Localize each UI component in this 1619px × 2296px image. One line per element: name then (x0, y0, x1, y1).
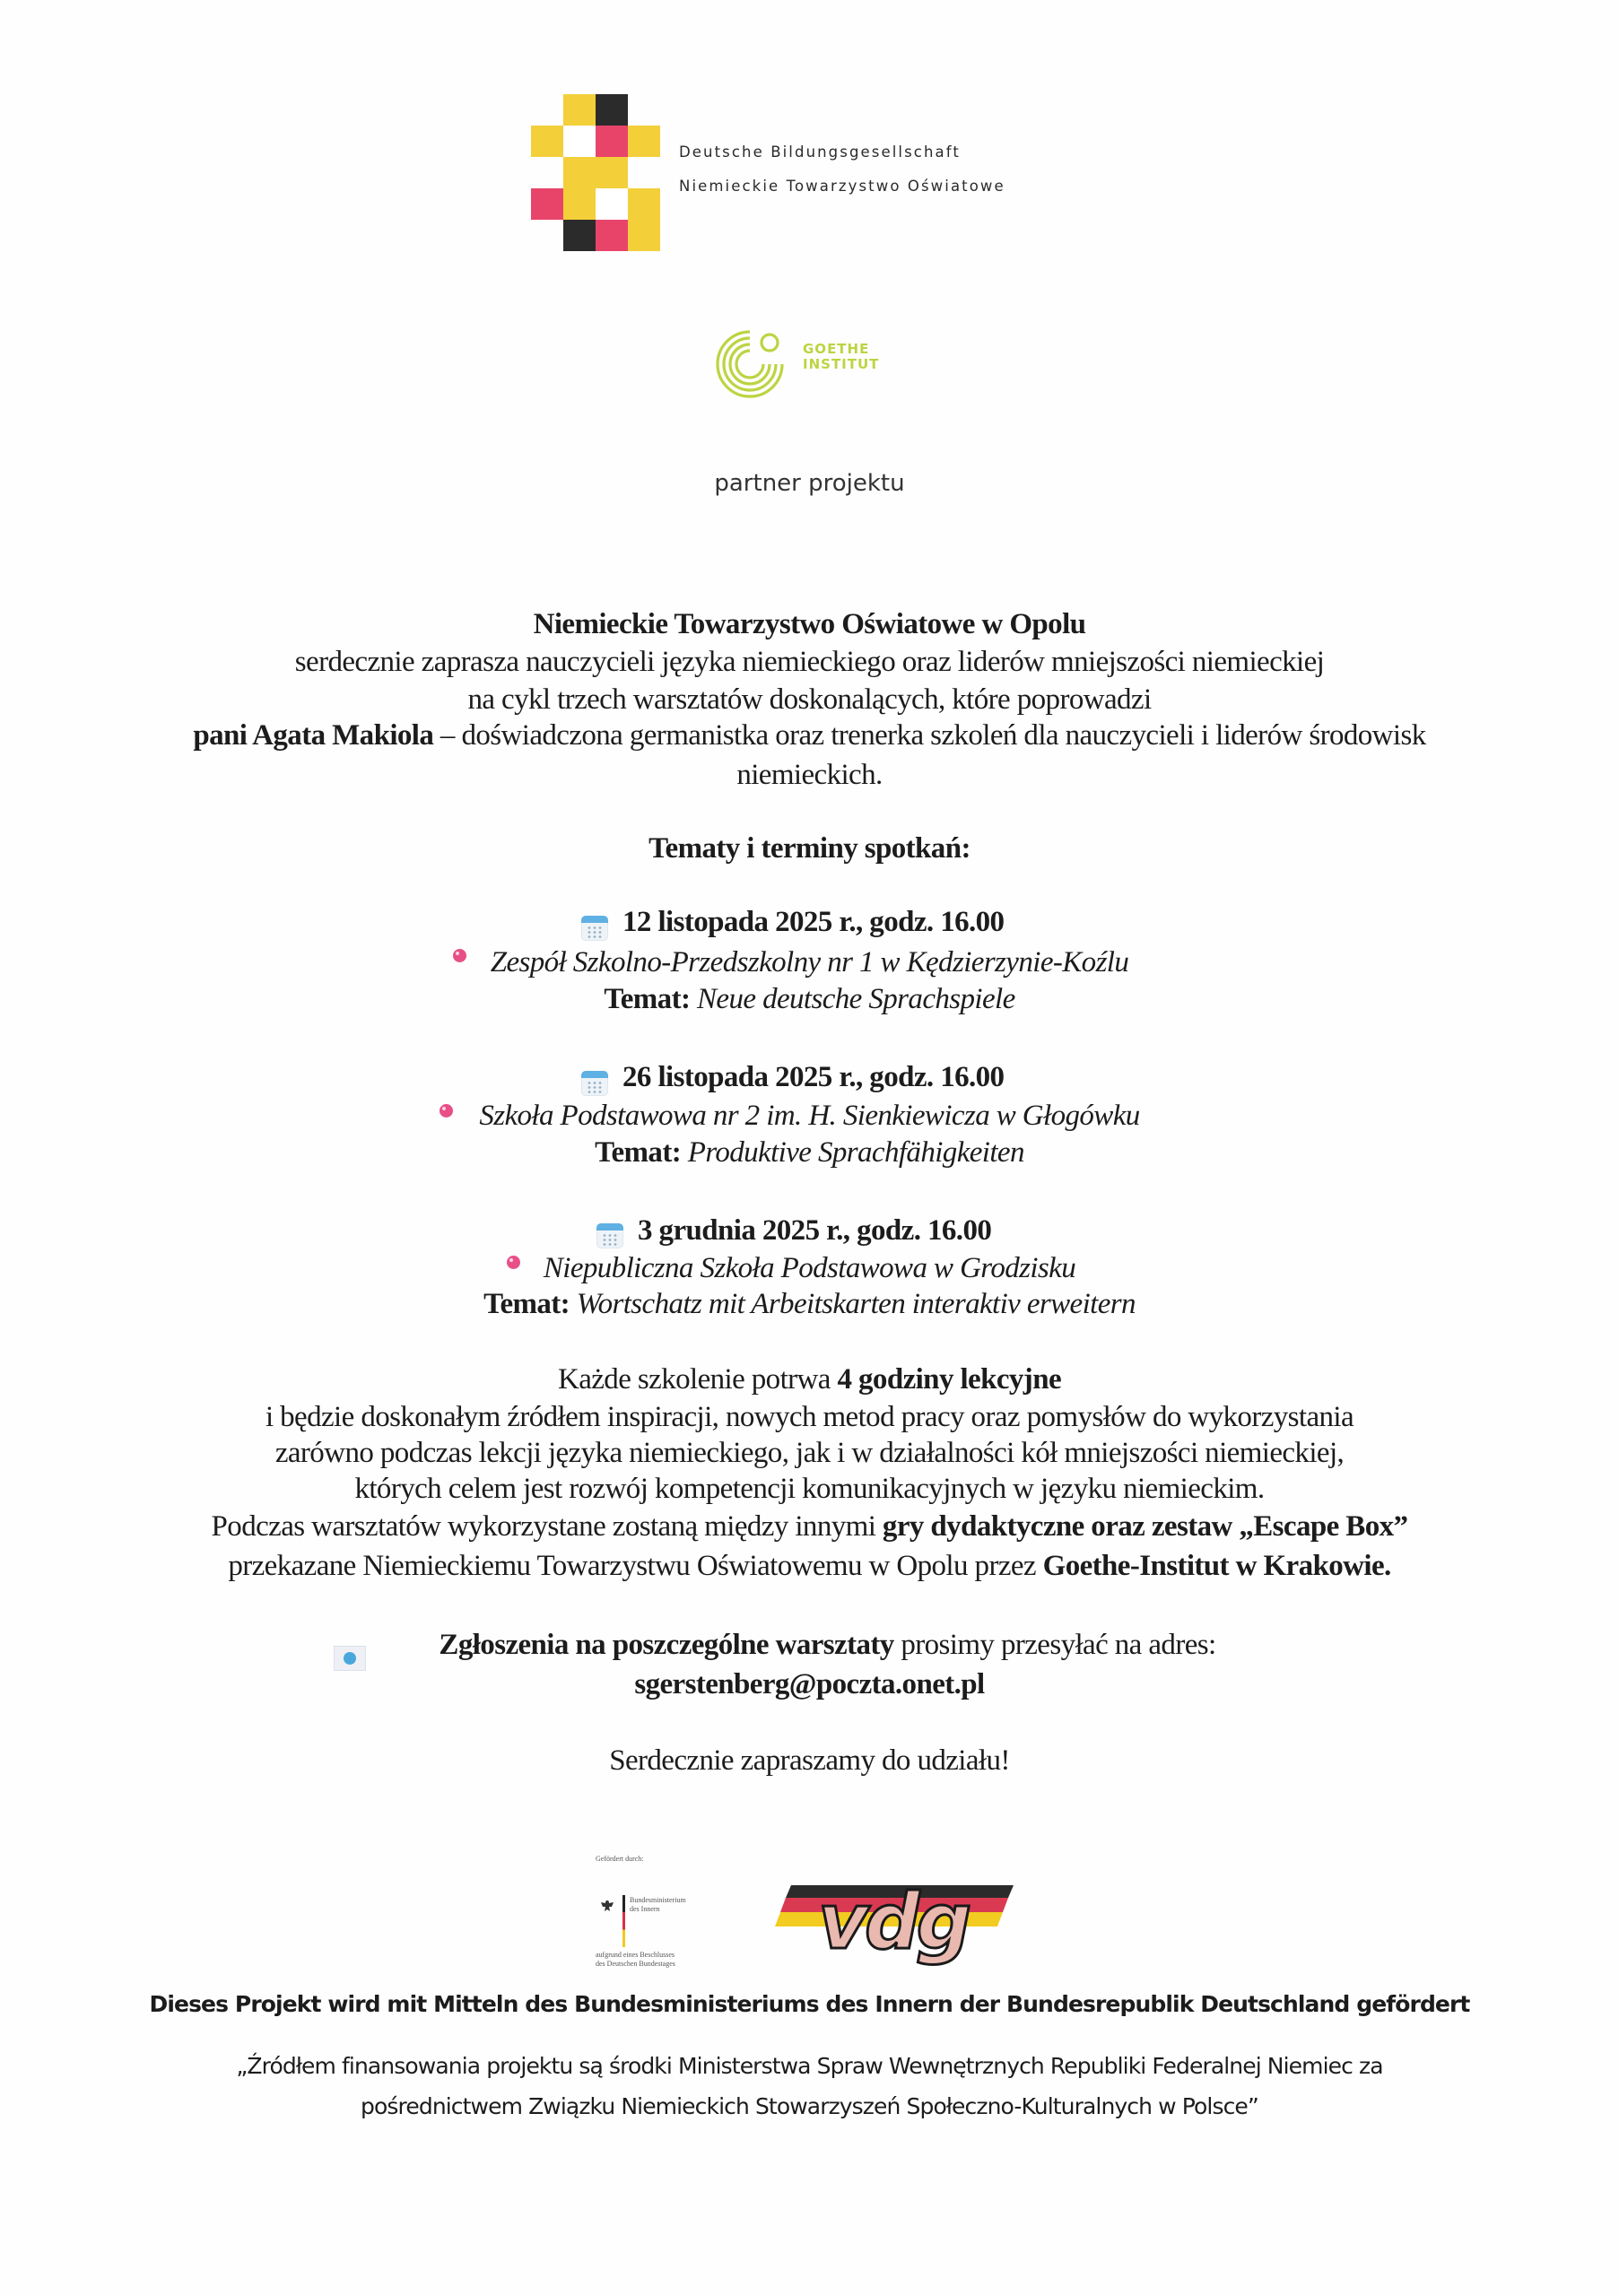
trainer-name: pani Agata Makiola (193, 719, 434, 752)
footer-polish-line2: pośrednictwem Związku Niemieckich Stowarzyszeń Społeczno-Kulturalnych w Polsce” (361, 2093, 1258, 2119)
bmi-ministry-line1: Bundesministerium (630, 1896, 686, 1904)
logo-square (563, 220, 596, 251)
logo-square (531, 188, 563, 220)
goethe-logo-line2: INSTITUT (803, 356, 880, 372)
schedule-heading: Tematy i terminy spotkań: (648, 832, 971, 865)
bmi-funded-by: Gefördert durch: (596, 1855, 644, 1863)
topic-value: Wortschatz mit Arbeitskarten interaktiv erweitern (576, 1288, 1136, 1320)
organization-title: Niemieckie Towarzystwo Oświatowe w Opolu (533, 608, 1086, 640)
topic-label: Temat: (604, 983, 691, 1015)
registration-line (0, 1631, 1619, 1660)
details-line (0, 1552, 1619, 1581)
logo-square (563, 157, 628, 188)
logo-square (596, 220, 628, 251)
topic-label: Temat: (483, 1288, 570, 1320)
details-line (0, 1512, 1619, 1542)
event-location: Zespół Szkolno-Przedszkolny nr 1 w Kędzierzynie-Koźlu (490, 946, 1129, 978)
logo-square (596, 94, 628, 126)
event-date: 12 listopada 2025 r., godz. 16.00 (622, 906, 1005, 938)
footer-polish-line1: „Źródłem finansowania projektu są środki Ministerstwa Spraw Wewnętrznych Republiki Federalnej Niemiec za (236, 2053, 1383, 2079)
intro-trainer-line (0, 721, 1619, 751)
logo-square (531, 126, 563, 157)
calendar-icon (581, 916, 608, 941)
details-line: których celem jest rozwój kompetencji komunikacyjnych w języku niemieckim. (354, 1473, 1265, 1505)
goethe-krakow: Goethe-Institut w Krakowie. (1042, 1550, 1391, 1582)
calendar-icon (581, 1071, 608, 1096)
details-text: Każde szkolenie potrwa (557, 1363, 838, 1396)
event-date: 3 grudnia 2025 r., godz. 16.00 (638, 1214, 992, 1247)
details-line: zarówno podczas lekcji języka niemieckiego, jak i w działalności kół mniejszości niemieckiej, (274, 1437, 1345, 1469)
logo-square (563, 126, 596, 157)
event-location: Niepubliczna Szkoła Podstawowa w Grodzisku (543, 1252, 1076, 1284)
calendar-icon (596, 1223, 623, 1248)
logo-square (628, 188, 660, 251)
intro-line: serdecznie zaprasza nauczycieli języka niemieckiego oraz liderów mniejszości niemieckiej (294, 646, 1325, 678)
vdg-logo-text: vdg (818, 1877, 969, 1966)
details-text: przekazane Niemieckiemu Towarzystwu Oświatowemu w Opolu przez (228, 1550, 1043, 1582)
intro-line: niemieckich. (736, 759, 883, 791)
partner-label: partner projektu (714, 470, 905, 497)
closing-text: Serdecznie zapraszamy do udziału! (609, 1744, 1010, 1777)
logo-square (628, 126, 660, 157)
details-line: i będzie doskonałym źródłem inspiracji, nowych metod pracy oraz pomysłów do wykorzystania (265, 1401, 1354, 1433)
event-topic (0, 985, 1619, 1014)
materials: gry dydaktyczne oraz zestaw „Escape Box” (882, 1510, 1408, 1543)
german-flag-bar (622, 1895, 625, 1947)
logo-square (596, 188, 628, 220)
event-topic (0, 1138, 1619, 1168)
goethe-logo-line1: GOETHE (803, 341, 870, 357)
logo-square (563, 94, 596, 126)
registration-text: prosimy przesyłać na adres: (893, 1629, 1216, 1661)
event-location: Szkoła Podstawowa nr 2 im. H. Sienkiewicza w Głogówku (479, 1100, 1140, 1132)
bmi-logo (592, 1855, 736, 1968)
goethe-logo-mark (709, 323, 798, 404)
event-date: 26 listopada 2025 r., godz. 16.00 (622, 1061, 1005, 1093)
dbg-logo-name-pl: Niemieckie Towarzystwo Oświatowe (679, 178, 1005, 195)
dbg-logo-mark (531, 94, 660, 251)
topic-label: Temat: (595, 1136, 682, 1169)
bmi-note-line2: des Deutschen Bundestages (596, 1960, 675, 1968)
eagle-icon (600, 1900, 614, 1912)
event-topic (0, 1290, 1619, 1319)
email-link[interactable]: sgerstenberg@poczta.onet.pl (634, 1668, 985, 1700)
bmi-ministry-line2: des Innern (630, 1905, 660, 1913)
footer-german: Dieses Projekt wird mit Mitteln des Bundesministeriums des Innern der Bundesrepublik Deutschland gefördert (149, 1991, 1470, 2017)
vdg-logo (771, 1876, 1023, 1966)
details-text: Podczas warsztatów wykorzystane zostaną między innymi (211, 1510, 883, 1543)
topic-value: Neue deutsche Sprachspiele (697, 983, 1015, 1015)
logo-square (596, 126, 628, 157)
intro-line: na cykl trzech warsztatów doskonalących, które poprowadzi (467, 683, 1152, 716)
topic-value: Produktive Sprachfähigkeiten (687, 1136, 1024, 1169)
details-line (0, 1365, 1619, 1395)
trainer-description: – doświadczona germanistka oraz trenerka szkoleń dla nauczycieli i liderów środowisk (433, 719, 1426, 752)
dbg-logo-name-de: Deutsche Bildungsgesellschaft (679, 144, 961, 161)
registration-bold: Zgłoszenia na poszczególne warsztaty (439, 1629, 894, 1661)
duration: 4 godziny lekcyjne (837, 1363, 1061, 1396)
bmi-note-line1: aufgrund eines Beschlusses (596, 1951, 675, 1959)
logo-square (563, 188, 596, 220)
